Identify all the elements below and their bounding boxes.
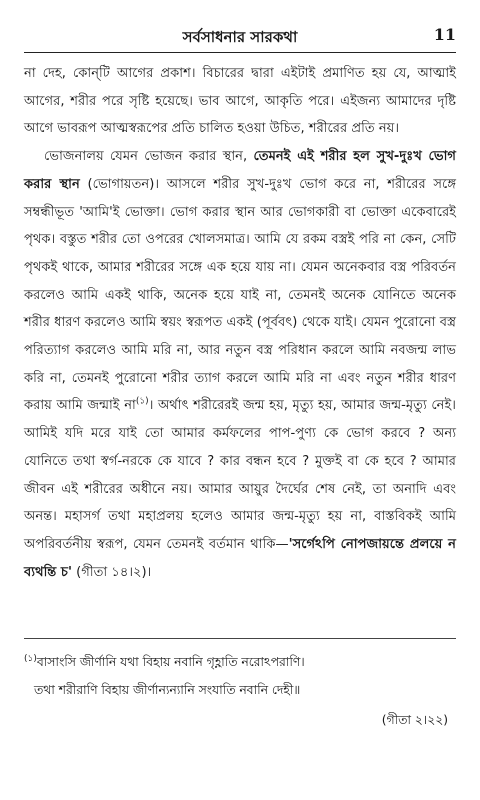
page-number: 11 xyxy=(433,25,456,44)
footnote-reference: (গীতা ২।২২) xyxy=(381,713,448,727)
footnote-marker: (১) xyxy=(24,653,37,664)
paragraph-2-part-a: ভোজনালয় যেমন ভোজন করার স্থান, xyxy=(44,149,254,165)
gita-quote-reference: (গীতা ১৪।২)। xyxy=(71,564,152,580)
footnote xyxy=(24,648,456,734)
paragraph-2 xyxy=(24,143,456,586)
footnote-divider xyxy=(24,638,456,639)
footnote-verse-line-2: তথা শরীরাণি বিহায় জীর্ণান্যন্যানি সংযাতি নবানি দেহী॥ xyxy=(34,683,301,697)
footnote-reference-mark: (১) xyxy=(135,397,149,408)
paragraph-1: না দেহ, কোন্‌টি আগের প্রকাশ। বিচারের দ্বারা এইটাই প্রমাণিত হয় যে, আত্মাই আগের, শরীর পরে সৃষ্টি হয়েছে। ভাব আগে, আকৃতি পরে। এইজন্য আমাদের দৃষ্টি আগে ভাবরূপ আত্মস্বরূপের প্রতি চালিত হওয়া উচিত, শরীরের প্রতি নয়। xyxy=(24,66,456,137)
footnote-verse-line-1: বাসাংসি জীর্ণানি যথা বিহায় নবানি গৃহ্ণাতি নরোঽপরাণি। xyxy=(36,655,305,669)
page-header xyxy=(24,22,456,53)
footnote-line-1 xyxy=(24,648,456,676)
gita-quote: 'সর্গেঽপি নোপজায়ন্তে প্রলয়ে ন ব্যথন্তি চ' xyxy=(24,536,456,580)
paragraph-2-bold-phrase: তেমনই এই শরীর হল সুখ-দুঃখ ভোগ করার স্থান xyxy=(24,149,456,192)
paragraph-2-part-d: । অর্থাৎ শরীরেরই জন্ম হয়, মৃত্যু হয়, আমার জন্ম-মৃত্যু নেই। আমিই যদি মরে যাই তো আমার কর্মফলের পাপ-পুণ্য কে ভোগ করবে ? অন্য যোনিতে তথা স্বর্গ-নরকে কে যাবে ? কার বন্ধন হবে ? মুক্তই বা কে হবে ? আমার জীবন এই শরীরের অধীনে নয়। আমার আয়ুর দৈর্ঘের শেষ নেই, তা অনাদি এবং অনন্ত। মহাসর্গ তথা মহাপ্রলয় হলেও আমার জন্ম-মৃত্যু হয় না, বাস্তবিকই আমি অপরিবর্তনীয় স্বরূপ, যেমন তেমনই বর্তমান থাকি— xyxy=(24,398,456,552)
running-title: সর্বসাধনার সারকথা xyxy=(182,28,298,46)
paragraph-2-part-c: (ভোগায়তন)। আসলে শরীর সুখ-দুঃখ ভোগ করে না, শরীরের সঙ্গে সম্বন্ধীভূত 'আমি'ই ভোক্তা। ভোগ করার স্থান আর ভোগকারী বা ভোক্তা একেবারেই পৃথক। বস্তুত শরীর তো ওপরের খোলসমাত্র। আমি যে রকম বস্ত্রই পরি না কেন, সেটি পৃথকই থাকে, আমার শরীরের সঙ্গে এক হয়ে যায় না। যেমন অনেকবার বস্ত্র পরিবর্তন করলেও আমি একই থাকি, অনেক হয়ে যাই না, তেমনই অনেক যোনিতে অনেক শরীর ধারণ করলেও আমি স্বয়ং স্বরূপত একই (পূর্ববৎ) থেকে যাই। যেমন পুরোনো বস্ত্র পরিত্যাগ করলেও আমি মরি না, আর নতুন বস্ত্র পরিধান করলে আমি নবজন্ম লাভ করি না, তেমনই পুরোনো শরীর ত্যাগ করলে আমি মরি না এবং নতুন শরীর ধারণ করায় আমি জন্মাই না xyxy=(24,176,456,414)
main-text xyxy=(24,60,456,586)
